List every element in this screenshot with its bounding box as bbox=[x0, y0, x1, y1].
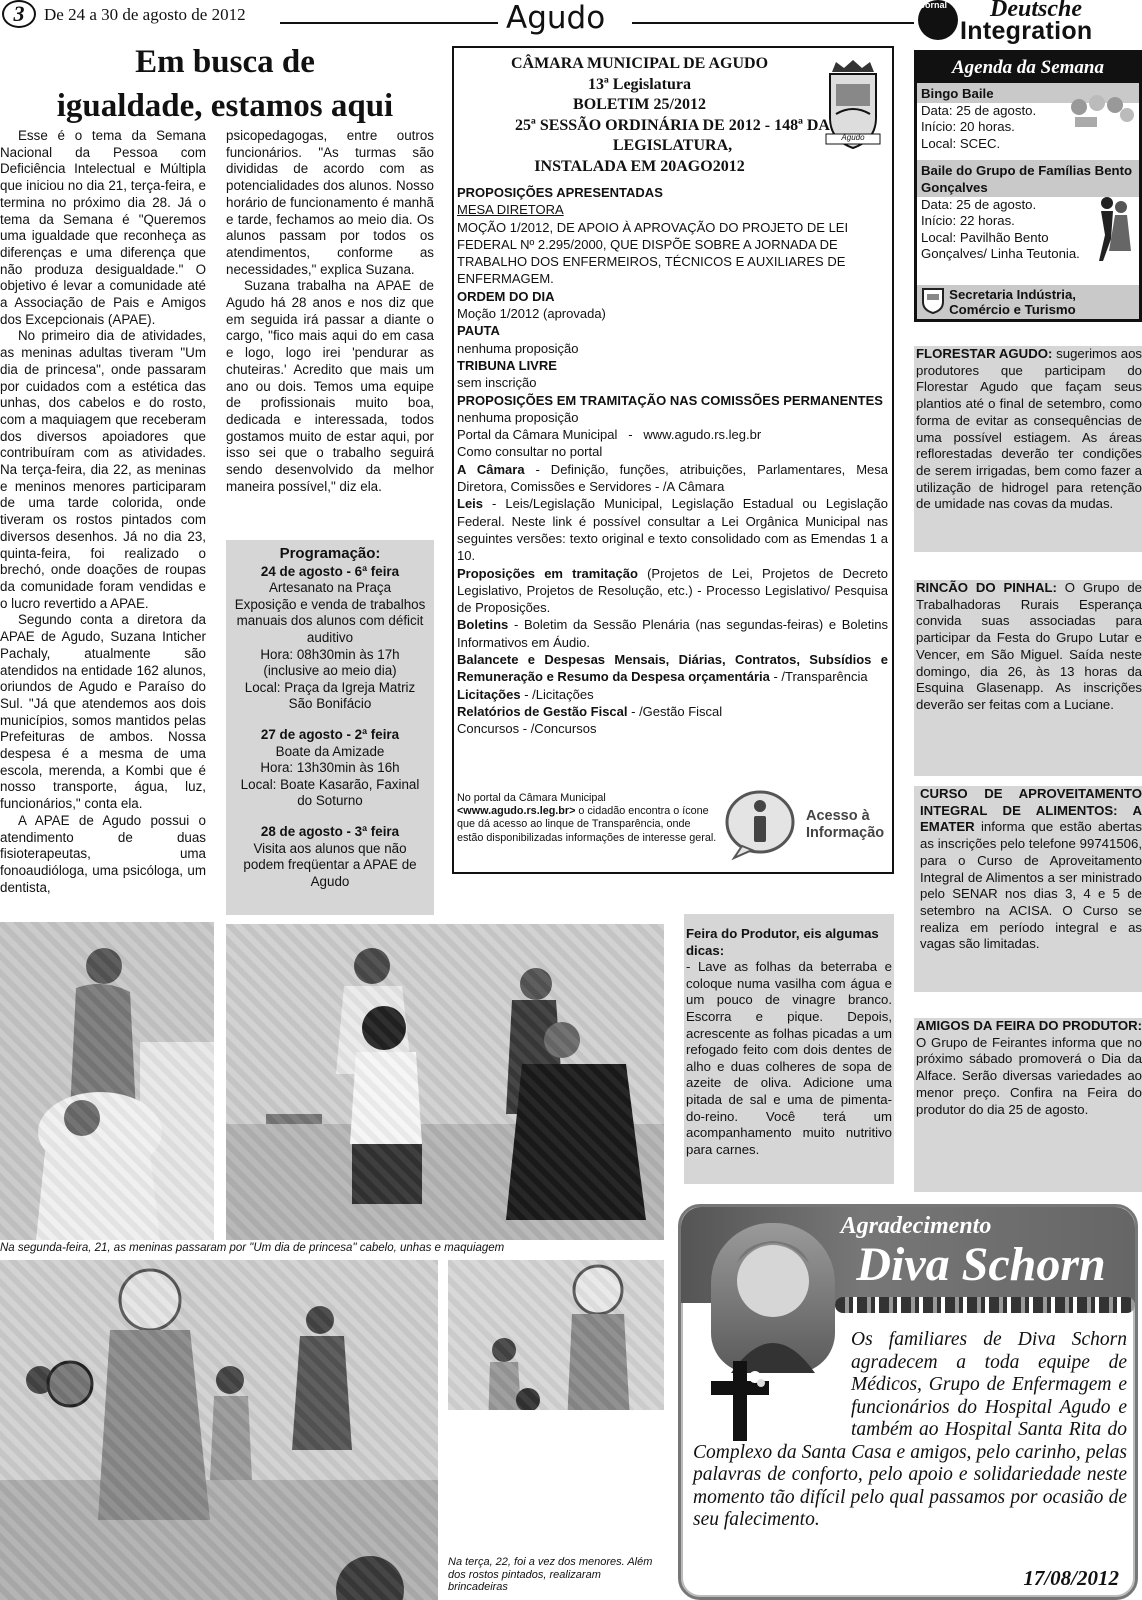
agenda-event bbox=[917, 83, 1139, 263]
logo-top: Deutsche bbox=[990, 0, 1082, 22]
issue-date: De 24 a 30 de agosto de 2012 bbox=[44, 5, 246, 24]
camara-instalada: INSTALADA EM 20AGO2012 bbox=[534, 157, 745, 175]
camara-tramitacao: PROPOSIÇÕES EM TRAMITAÇÃO NAS COMISSÕES PERMANENTES bbox=[457, 392, 883, 408]
curso-text: informa que estão abertas as inscrições pelo telefone 99741506, para o Curso de Aproveitamento Integral de Alimentos a ser ministrado pelo SENAR nos dias 3, 4 e 5 de setembro na ACISA. O Curso se realiza em período integral e as vagas são limitadas. bbox=[920, 819, 1142, 952]
leis-link-label: Leis bbox=[457, 496, 484, 512]
municipal-crest-icon bbox=[917, 286, 949, 319]
programacao-item bbox=[234, 824, 426, 890]
concursos-link: Concursos - /Concursos bbox=[457, 721, 597, 737]
paragraph: Esse é o tema da Semana Nacional da Pessoa com Deficiência Intelectual e Múltipla que iniciou no dia 21, terça-feira, e termina no próximo dia 28. Já o tema da Semana é "Queremos uma igualdade que reconheça as diferenças e uma diferença que não produza desigualdade." O objetivo é levar a comunidade até a Associação de Pais e Amigos dos Excepcionais (APAE). bbox=[0, 128, 206, 327]
agradecimento-heading: Agradecimento bbox=[840, 1213, 992, 1239]
agenda-event-place: Local: SCEC. bbox=[921, 135, 1001, 151]
proposicoes-link-label: Proposições em tramitação bbox=[457, 565, 638, 581]
acesso-line2: Informação bbox=[806, 825, 885, 841]
camara-proposicoes: PROPOSIÇÕES APRESENTADAS bbox=[457, 185, 663, 200]
agenda-box bbox=[914, 50, 1142, 322]
amigos-feira-box bbox=[914, 1018, 1142, 1192]
amigos-feira-text: O Grupo de Feirantes informa que no próximo sábado promoverá o Dia da Alface. Serão diversas variedades ao menor preço. Confira na Feira do produtor do dia 25 de agosto. bbox=[916, 1034, 1142, 1117]
rincao-box bbox=[914, 580, 1142, 776]
article-title-line1: Em busca de bbox=[135, 44, 315, 80]
agenda-footer-text: Secretaria Indústria, Comércio e Turismo bbox=[949, 286, 1076, 317]
camara-pauta: PAUTA bbox=[457, 323, 500, 339]
agenda-event-date: Data: 25 de agosto. bbox=[921, 196, 1037, 212]
camara-portal: Portal da Câmara Municipal - www.agudo.rs.leg.br bbox=[457, 427, 762, 443]
balancete-link-label: Balancete e Despesas Mensais, Diárias, Contratos, Subsídios e Remuneração e Resumo da Despesa orçamentária bbox=[457, 652, 888, 685]
camara-tribuna: TRIBUNA LIVRE bbox=[457, 357, 557, 373]
paragraph: Segundo conta a diretora da APAE de Agudo, Suzana Inticher Pachaly, atualmente são atendidos na entidade 162 alunos, oriundos de Agudo e Paraíso do Sul. "Já que atendemos aos dois municípios, somos mantidos pelas Prefeituras de ambos. Nossa despesa é a mesma de uma escola, merenda, a Kombi que é nosso transporte, água, luz, funcionários," conta ela. bbox=[0, 612, 206, 812]
article-column-2 bbox=[226, 128, 434, 495]
photo-caption-terca: Na terça, 22, foi a vez dos menores. Além dos rostos pintados, realizaram brincadeiras bbox=[448, 1556, 653, 1593]
header-rule-right bbox=[632, 22, 914, 24]
deceased-name: Diva Schorn bbox=[856, 1238, 1106, 1291]
paragraph: Suzana trabalha na APAE de Agudo há 28 anos e nos diz que em seguida irá passar a diante o cargo, "fico mais aqui do em casa e logo, logo irei 'pendurar as chuteiras.' Acredito que mais um ano ou dois. Temos uma equipe de profissionais muito boa, dedicada e interessada, todos gostamos muito de estar aqui, por isso sei que o trabalho seguirá sendo desenvolvido da melhor maneira possível," diz ela. bbox=[226, 278, 434, 494]
programacao-line: Boate da Amizade bbox=[275, 743, 385, 759]
agradecimento-text: Os familiares de Diva Schorn agradecem a toda equipe de Médicos, Grupo de Enfermagem e funcionários do Hospital Agudo e também ao Hospital Santa Rita do Complexo da Santa Casa e amigos, pelo carinho, pelas palavras de conforto, pelo apoio e solidariedade neste momento tão difícil pelo qual passamos por ocasião de seu falecimento. bbox=[693, 1329, 1127, 1530]
photo-hair-wash bbox=[0, 922, 214, 1240]
photo-clown-kids bbox=[0, 1260, 438, 1600]
agenda-event-title: Bingo Baile bbox=[917, 83, 1139, 103]
camara-tramitacao-text: nenhuma proposição bbox=[457, 409, 579, 425]
boletins-link-label: Boletins bbox=[457, 617, 509, 633]
header-rule-left bbox=[280, 22, 498, 24]
agenda-footer bbox=[917, 285, 1139, 319]
programacao-title: Programação: bbox=[279, 545, 381, 562]
relatorios-link-label: Relatórios de Gestão Fiscal bbox=[457, 703, 628, 719]
rincao-text: O Grupo de Trabalhadoras Rurais Esperança convida suas associadas para participar da Festa do Grupo Lutar e Vencer, em São Miguel. Saída neste domingo, dia 26, às 13 horas da Esquina Glasenapp. As inscrições deverão ser feitas com a Luciane. bbox=[916, 580, 1142, 712]
camara-como-consultar: Como consultar no portal bbox=[457, 444, 603, 460]
ornament-divider bbox=[835, 1297, 1135, 1313]
bingo-icon bbox=[1069, 93, 1135, 134]
programacao-line: Local: Praça da Igreja Matriz São Bonifácio bbox=[244, 679, 416, 712]
programacao-line: Local: Boate Kasarão, Faxinal do Soturno bbox=[240, 776, 420, 809]
florestar-text: sugerimos aos produtores que participam do Florestar Agudo que façam seus plantios até o final de setembro, como forma de evitar as consequências de uma possível estiagem. As áreas reflorestadas deverão ter condições de serem irrigadas, bem como fazer a utilização de hidrogel para retenção de umidade nas covas da mudas. bbox=[916, 346, 1142, 512]
camara-sessao: 25ª SESSÃO ORDINÁRIA DE 2012 - 148ª DA LEGISLATURA, bbox=[515, 116, 830, 154]
agenda-title: Agenda da Semana bbox=[917, 53, 1139, 83]
camara-link-label: A Câmara bbox=[457, 461, 525, 477]
camara-box bbox=[452, 46, 894, 874]
camara-link-text: - Definição, funções, atribuições, Parlamentares, Mesa Diretora, Comissões e Servidores - /A Câmara bbox=[457, 461, 888, 495]
programacao-item bbox=[234, 564, 426, 713]
rincao-title: RINCÃO DO PINHAL: bbox=[916, 580, 1057, 595]
camara-tribuna-text: sem inscrição bbox=[457, 375, 537, 391]
photo-hair-salon bbox=[226, 924, 664, 1240]
curso-title: CURSO DE APROVEITAMENTO INTEGRAL DE ALIMENTOS: A EMATER bbox=[920, 786, 1142, 835]
agenda-event-time: Início: 20 horas. bbox=[921, 119, 1015, 135]
programacao-item bbox=[234, 727, 426, 810]
portal-url: <www.agudo.rs.leg.br> bbox=[457, 805, 576, 818]
agenda-event-date: Data: 25 de agosto. bbox=[921, 102, 1037, 118]
article-column-1 bbox=[0, 128, 206, 896]
programacao-date: 24 de agosto - 6ª feira bbox=[260, 563, 400, 579]
camara-mesa: MESA DIRETORA bbox=[457, 202, 564, 218]
licitacoes-link-text: - /Licitações bbox=[520, 686, 594, 702]
florestar-box bbox=[914, 346, 1142, 552]
agenda-event-time: Início: 22 horas. bbox=[921, 213, 1015, 229]
camara-boletim: BOLETIM 25/2012 bbox=[573, 96, 706, 113]
logo-small-text: Jornal bbox=[920, 0, 948, 10]
feira-box bbox=[684, 914, 894, 1184]
balancete-link-text: - /Transparência bbox=[769, 669, 868, 685]
programacao-date: 27 de agosto - 2ª feira bbox=[260, 726, 400, 742]
camara-mocao: MOÇÃO 1/2012, DE APOIO À APROVAÇÃO DO PROJETO DE LEI FEDERAL Nº 2.295/2000, QUE DISPÕE SOBRE A JORNADA DE TRABALHO DOS ENFERMEIROS, TÉCNICOS E AUXILIARES DE ENFERMAGEM. bbox=[457, 219, 849, 287]
programacao-line: Visita aos alunos que não podem freqüentar a APAE de Agudo bbox=[243, 840, 417, 889]
camara-legislatura: 13ª Legislatura bbox=[587, 75, 691, 93]
programacao-line: Hora: 08h30min às 17h (inclusive ao meio dia) bbox=[260, 646, 400, 679]
programacao-line: Exposição e venda de trabalhos manuais dos alunos com déficit auditivo bbox=[234, 596, 426, 645]
article-title bbox=[0, 40, 450, 128]
agradecimento-box bbox=[678, 1204, 1138, 1600]
camara-portal-note bbox=[457, 792, 719, 845]
agenda-event-place: Local: Pavilhão Bento Gonçalves/ Linha Teutonia. bbox=[921, 229, 1080, 262]
page-number: 3 bbox=[13, 1, 25, 26]
boletins-link-text: - Boletim da Sessão Plenária (nas segundas-feiras) e Boletins Informativos em Áudio. bbox=[457, 617, 888, 650]
crest-icon bbox=[822, 58, 884, 152]
paragraph: No primeiro dia de atividades, as meninas adultas tiveram "Um dia de princesa", onde passaram por cuidados com a estética das unhas, dos cabelos e do rosto, com a maquiagem que receberam dos diversos apoiadores que contribuíram com as atividades. Na terça-feira, dia 22, as meninas e meninos menores participaram de uma tarde colorida, onde tiveram os rostos pintados com diversos desenhos. Já no dia 23, quinta-feira, foi realizado o brechó, onde doações de roupas da comunidade foram vendidas e o lucro revertido a APAE. bbox=[0, 328, 206, 611]
logo-bottom: Integration bbox=[960, 17, 1093, 45]
licitacoes-link-label: Licitações bbox=[457, 686, 521, 702]
camara-pauta-text: nenhuma proposição bbox=[457, 340, 579, 356]
dancing-couple-icon bbox=[1093, 195, 1133, 270]
info-access-icon bbox=[724, 788, 800, 860]
acesso-informacao-label bbox=[806, 808, 884, 842]
florestar-title: FLORESTAR AGUDO: bbox=[916, 346, 1053, 361]
page-number-badge bbox=[2, 0, 36, 28]
proposicoes-link-text: (Projetos de Lei, Projetos de Decreto Legislativo, Projetos de Resolução, etc.) - Processo Legislativo/ Pesquisa de Proposições. bbox=[457, 565, 889, 616]
programacao-line: Artesanato na Praça bbox=[268, 580, 392, 596]
curso-box bbox=[914, 786, 1142, 992]
agradecimento-date: 17/08/2012 bbox=[1023, 1566, 1119, 1590]
crest-label: Agudo bbox=[841, 133, 865, 142]
portal-note-line: No portal da Câmara Municipal bbox=[457, 792, 606, 804]
acesso-line1: Acesso à bbox=[806, 808, 870, 824]
camara-ordem: ORDEM DO DIA bbox=[457, 288, 555, 304]
photo-clown-game bbox=[448, 1260, 664, 1410]
agenda-event-title: Baile do Grupo de Famílias Bento Gonçalves bbox=[917, 160, 1139, 196]
paragraph: psicopedagogas, entre outros funcionários. "As turmas são divididas de acordo com as potencialidades dos alunos. Nosso horário de funcionamento é manhã e tarde, fechamos ao meio dia. Os alunos passam por todos os atendimentos, conforme as necessidades," explica Suzana. bbox=[226, 128, 434, 277]
text-wrap-spacer bbox=[693, 1329, 851, 1441]
feira-title: Feira do Produtor, eis algumas dicas: bbox=[686, 926, 879, 958]
section-title: Agudo bbox=[506, 0, 606, 36]
feira-text: - Lave as folhas da beterraba e coloque numa vasilha com água e um pouco de vinagre branco. Escorra e pique. Depois, acrescente as folhas picadas a um refogado feito com dois dentes de alho e duas colheres de sopa de azeite de oliva. Adicione uma pitada de sal e uma de pimenta-do-reino. Você terá um acompanhamento muito nutritivo para carnes. bbox=[686, 959, 892, 1157]
programacao-line: Hora: 13h30min às 16h bbox=[260, 760, 400, 776]
leis-link-text: - Leis/Legislação Municipal, Legislação Estadual ou Legislação Federal. Neste link é possível consultar a Lei Orgânica Municipal nas seguintes versões: texto original e texto consolidado com as Emendas 1 a 10. bbox=[457, 496, 888, 564]
programacao-date: 28 de agosto - 3ª feira bbox=[260, 823, 400, 839]
relatorios-link-text: - /Gestão Fiscal bbox=[627, 703, 723, 719]
camara-ordem-text: Moção 1/2012 (aprovada) bbox=[457, 306, 606, 322]
logo bbox=[918, 0, 1142, 44]
article-title-line2: igualdade, estamos aqui bbox=[56, 88, 394, 124]
programacao-box bbox=[226, 540, 434, 915]
amigos-feira-title: AMIGOS DA FEIRA DO PRODUTOR: bbox=[916, 1018, 1142, 1033]
photo-caption-princesa: Na segunda-feira, 21, as meninas passaram por "Um dia de princesa" cabelo, unhas e maquiagem bbox=[0, 1242, 505, 1254]
portal-note-text: o cidadão encontra o ícone que dá acesso ao linque de Transparência, onde estão disponibilizadas informações de interesse geral. bbox=[457, 805, 717, 844]
paragraph: A APAE de Agudo possui o atendimento de duas fisioterapeutas, uma fonoaudióloga, uma psicóloga, um dentista, bbox=[0, 812, 206, 895]
camara-title: CÂMARA MUNICIPAL DE AGUDO bbox=[510, 55, 769, 72]
